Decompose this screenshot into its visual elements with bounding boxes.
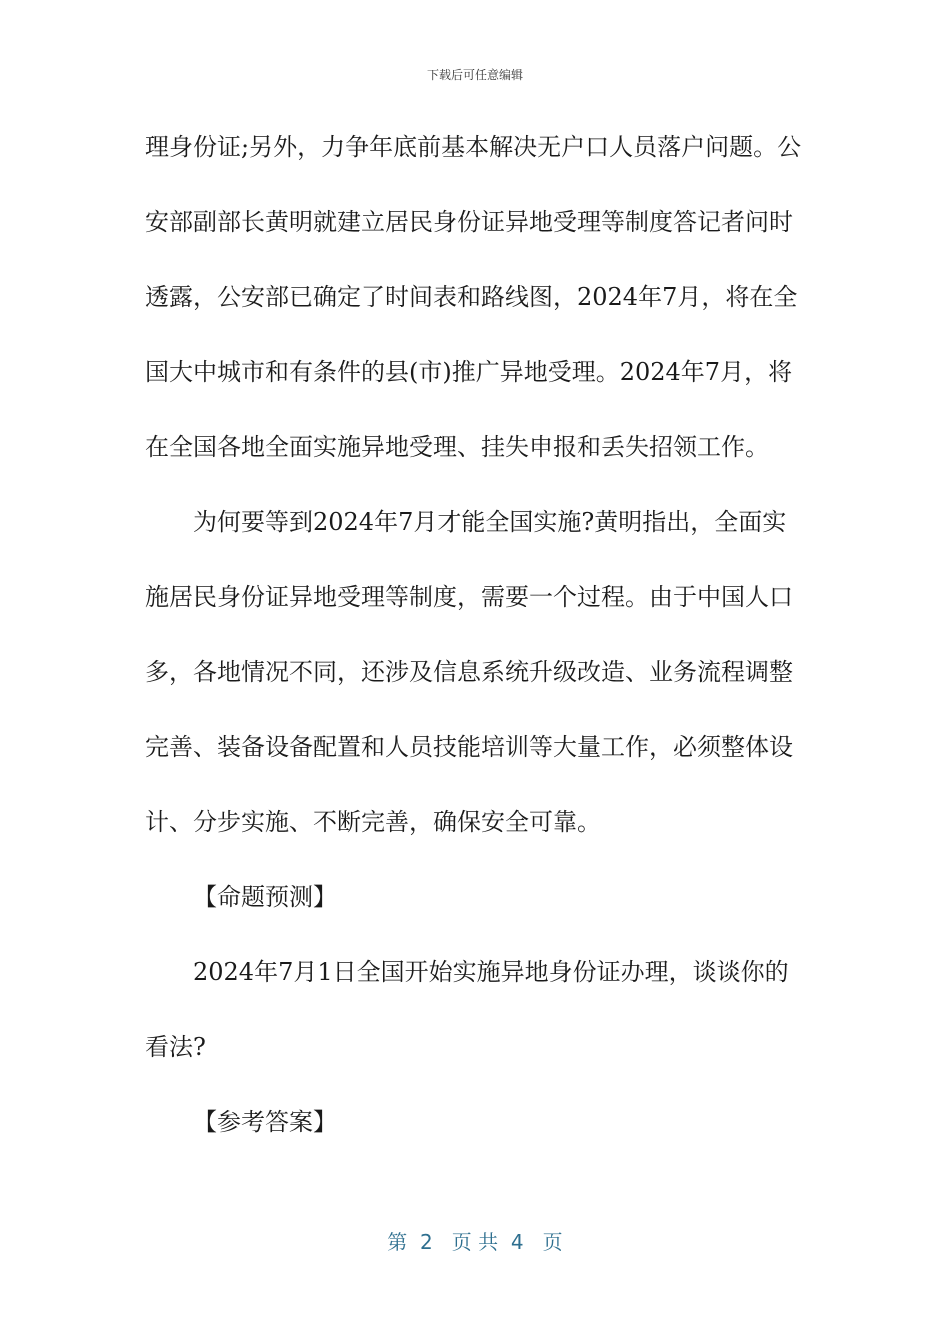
text-line: 透露，公安部已确定了时间表和路线图，2024年7月，将在全 <box>145 283 798 311</box>
paragraph-start-line: 为何要等到2024年7月才能全国实施?黄明指出，全面实 <box>193 508 787 536</box>
text-line: 完善、装备设备配置和人员技能培训等大量工作，必须整体设 <box>145 733 793 761</box>
text-line: 安部副部长黄明就建立居民身份证异地受理等制度答记者问时 <box>145 208 793 236</box>
document-body <box>145 118 805 1168</box>
text-line: 国大中城市和有条件的县(市)推广异地受理。2024年7月，将 <box>145 358 793 386</box>
question-line: 看法? <box>145 1033 206 1061</box>
question-line: 2024年7月1日全国开始实施异地身份证办理，谈谈你的 <box>193 958 789 986</box>
text-line: 多，各地情况不同，还涉及信息系统升级改造、业务流程调整 <box>145 658 793 686</box>
section-heading-answer: 【参考答案】 <box>193 1108 337 1136</box>
text-line: 施居民身份证异地受理等制度，需要一个过程。由于中国人口 <box>145 583 793 611</box>
page-number-footer: 第 2 页 共 4 页 <box>387 1230 563 1254</box>
text-line: 理身份证;另外，力争年底前基本解决无户口人员落户问题。公 <box>145 133 802 161</box>
text-line: 计、分步实施、不断完善，确保安全可靠。 <box>145 808 601 836</box>
text-line: 在全国各地全面实施异地受理、挂失申报和丢失招领工作。 <box>145 433 769 461</box>
section-heading-prediction: 【命题预测】 <box>193 883 337 911</box>
page-header-note: 下载后可任意编辑 <box>426 68 523 82</box>
